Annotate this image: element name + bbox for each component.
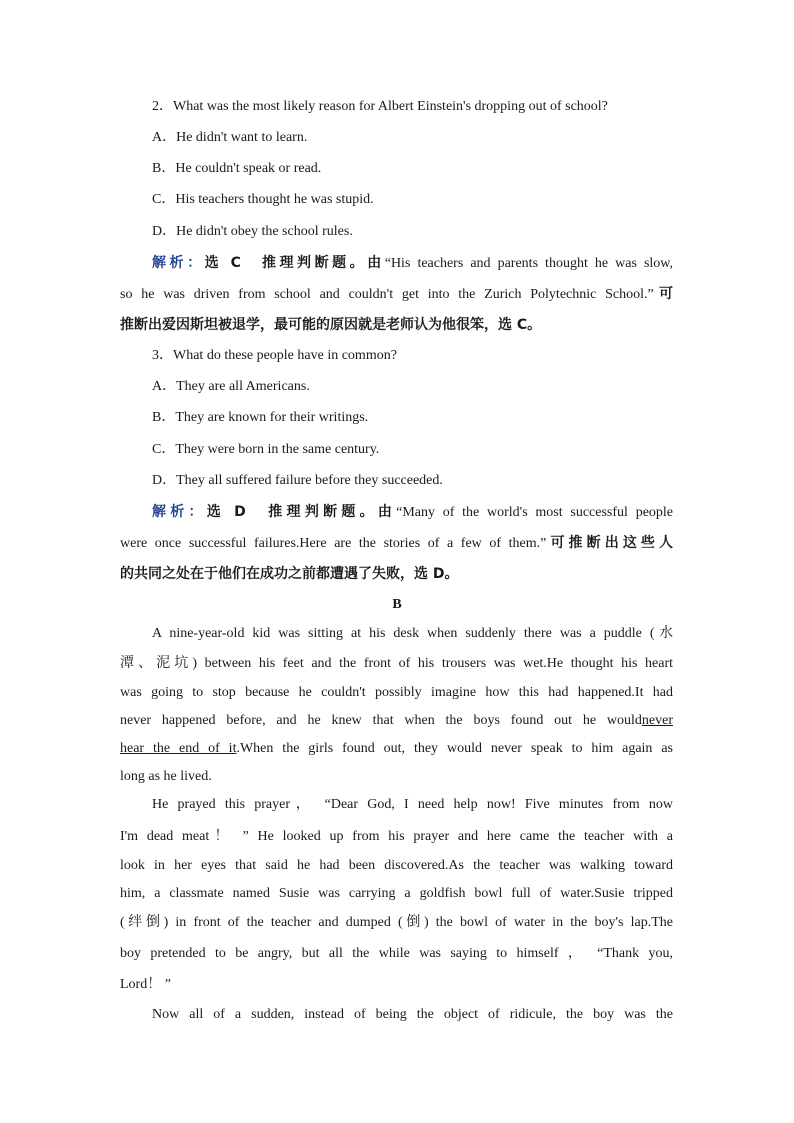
p2-line-3: look in her eyes that said he had been discovered.As the teacher was walking toward (120, 858, 673, 873)
p1-underlined-never: never (641, 713, 673, 728)
q2-option-b: B．He couldn't speak or read. (152, 161, 322, 176)
p1-line-3: was going to stop because he couldn't possibly imagine how this had happened.It had (120, 685, 673, 700)
q3-option-a: A．They are all Americans. (152, 379, 310, 394)
question-2: 2．What was the most likely reason for Albert Einstein's dropping out of school? (152, 99, 608, 114)
q3-analysis-line-2 (120, 533, 673, 554)
p2-line-6: boy pretended to be angry, but all the while was saying to himself ， “Thank you, (120, 946, 673, 961)
q3-analysis-cn-1: 可推断出这些人 (546, 535, 674, 551)
q2-analysis-line-2 (120, 284, 673, 305)
q3-analysis-line-1 (152, 502, 673, 523)
q3-analysis-quote-2: were once successful failures.Here are the stories of a few of them.” (120, 536, 547, 551)
q3-analysis-quote-1: “Many of the world's most successful people (396, 505, 674, 520)
question-3: 3．What do these people have in common? (152, 348, 397, 363)
q2-option-d: D．He didn't obey the school rules. (152, 224, 353, 239)
q2-option-a: A．He didn't want to learn. (152, 130, 308, 145)
q2-option-c: C．His teachers thought he was stupid. (152, 192, 374, 207)
q3-analysis-answer: 选 D 推理判断题。由 (206, 504, 397, 520)
q2-analysis-line-3: 推断出爱因斯坦被退学，最可能的原因就是老师认为他很笨，选 C。 (120, 317, 542, 333)
p2-line-5: (绊倒) in front of the teacher and dumped (倒) the bowl of water in the boy's lap.The (120, 915, 673, 930)
p1-line-5 (120, 739, 673, 759)
p1-line-2: 潭、泥坑) between his feet and the front of his trousers was wet.He thought his heart (120, 656, 673, 671)
q2-analysis-line-1 (152, 253, 673, 274)
q2-analysis-answer: 选 C 推理判断题。由 (204, 255, 385, 271)
q3-option-b: B．They are known for their writings. (152, 410, 369, 425)
q2-analysis-label: 解析： (152, 255, 205, 271)
q2-analysis-quote-1: “His teachers and parents thought he was slow, (384, 256, 673, 271)
q3-option-c: C．They were born in the same century. (152, 442, 380, 457)
q3-analysis-line-3: 的共同之处在于他们在成功之前都遭遇了失败，选 D。 (120, 566, 459, 582)
p2-line-7: Lord！ ” (120, 977, 171, 992)
p2-line-1: He prayed this prayer， “Dear God, I need help now! Five minutes from now (152, 797, 673, 812)
p1-line-1: A nine-year-old kid was sitting at his desk when suddenly there was a puddle (水 (152, 626, 673, 641)
p1-line-5-text: .When the girls found out, they would never speak to him again as (236, 741, 673, 756)
p2-line-4: him, a classmate named Susie was carrying a goldfish bowl full of water.Susie tripped (120, 886, 673, 901)
p1-underlined-phrase: hear the end of it (120, 741, 237, 756)
q3-analysis-label: 解析： (152, 504, 207, 520)
q2-analysis-cn-1: 可 (653, 286, 674, 302)
p1-line-4 (120, 711, 673, 731)
section-heading: B (392, 597, 402, 612)
p2-line-2: I'm dead meat！ ” He looked up from his prayer and here came the teacher with a (120, 829, 673, 844)
p1-line-4-text: never happened before, and he knew that when the boys found out he would (120, 713, 642, 728)
p1-line-6: long as he lived. (120, 769, 212, 784)
p3-line-1: Now all of a sudden, instead of being the object of ridicule, the boy was the (152, 1007, 673, 1022)
q3-option-d: D．They all suffered failure before they succeeded. (152, 473, 443, 488)
q2-analysis-quote-2: so he was driven from school and couldn't get into the Zurich Polytechnic School.” (120, 287, 654, 302)
